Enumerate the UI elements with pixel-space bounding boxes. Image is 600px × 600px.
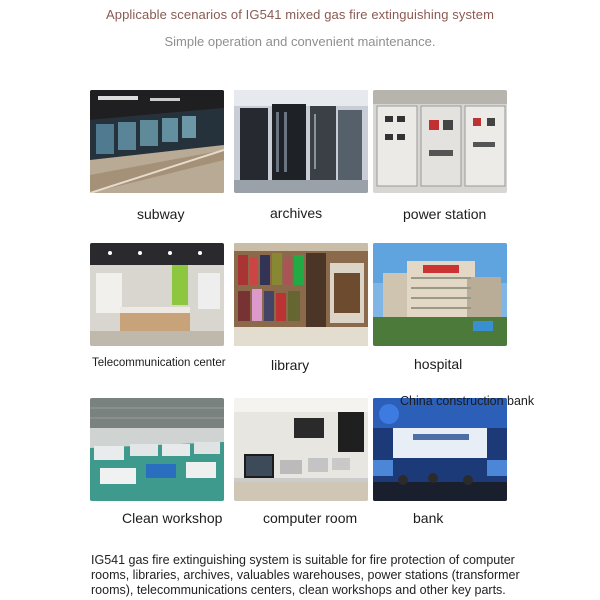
subway-photo [90,90,224,193]
scenario-label: power station [403,206,487,222]
page-subtitle: Simple operation and convenient maintenance. [164,34,436,49]
telecom-center-photo [90,243,224,346]
archives-photo [234,90,368,193]
page-title: Applicable scenarios of IG541 mixed gas fire extinguishing system [105,7,495,22]
scenario-label: Telecommunication center [92,357,226,369]
power-station-photo [373,90,507,193]
scenario-label: hospital [414,356,463,372]
footer-description: IG541 gas fire extinguishing system is suitable for fire protection of computer rooms, libraries, archives, valuables warehouses, power stations (transformer rooms), telecommunications centers, clean workshops and other key parts. [91,553,520,597]
scenario-label: Clean workshop [122,510,223,526]
hospital-photo [373,243,507,346]
scenario-label: library [271,357,310,373]
bank-caption: China construction bank [400,394,535,408]
scenario-label: computer room [263,510,358,526]
library-photo [234,243,368,346]
computer-room-photo [234,398,368,501]
workshop-photo [90,398,224,501]
bank-photo [373,398,507,501]
scenario-label: subway [137,206,185,222]
scenario-label: bank [413,510,444,526]
scenario-label: archives [270,205,323,221]
